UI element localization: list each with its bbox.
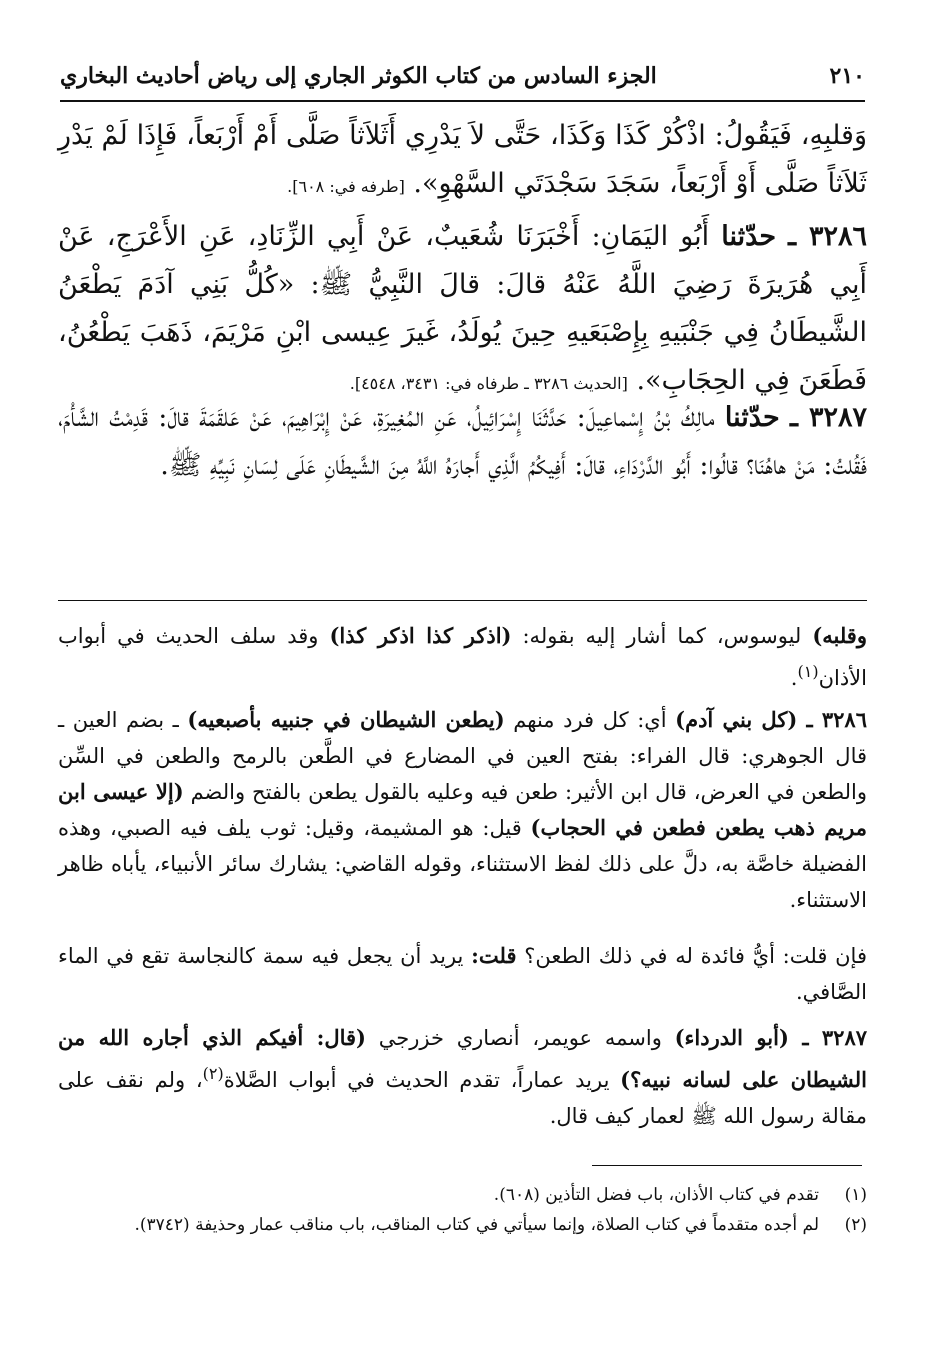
commentary-text: أي: كل فرد منهم [504,708,676,732]
hadith-intro: حدّثنا [721,221,777,252]
commentary-lemma: (أبو الدرداء) [674,1025,803,1050]
hadith-text: مالِكُ بْنُ إِسْماعِيلَ: حَدَّثَنَا إِسْرَائِيلُ، عَنِ المُغِيرَةِ، عَنْ إِبْرَاهِيمَ، عَنْ عَلقَمَةَ قالَ: قَدِمْتُ الشَّأْمَ، فَقُلتُ: مَنْ هاهُنَا؟ قالُوا: أَبُو الدَّرْدَاءِ، قالَ: أَفِيكُمُ الَّذِي أَجارَهُ اللَّهُ مِنَ الشَّيطَانِ عَلَى لِسَانِ نَبِيِّهِ ﷺ. [58,402,867,481]
commentary-3287 [58,1020,867,1134]
footnote [58,1180,867,1210]
commentary-text: فإن قلت: أيُّ فائدة له في ذلك الطعن؟ [516,944,867,968]
cross-reference: [الحديث ٣٢٨٦ ـ طرفاه في: ٣٤٣١، ٤٥٤٨]. [349,374,628,393]
header-rule [60,100,865,102]
commentary-text: ـ بضم العين ـ قال الجوهري: قال الفراء: بفتح العين في المضارع في الطَّعن بالرمح والطعن في السِّن والطعن في العرض، قال ابن الأثير: طعن فيه وعليه بالقول يطعن بالفتح والضم [58,708,867,804]
commentary-text: يريد عماراً، تقدم الحديث في أبواب الصَّلاة [223,1068,621,1092]
running-title: الجزء السادس من كتاب الكوثر الجاري إلى رياض أحاديث البخاري [60,63,657,89]
footnotes [58,1180,867,1240]
commentary-text: . [790,666,798,690]
commentary-text: واسمه عويمر، أنصاري خزرجي [365,1026,675,1050]
page-number: ٢١٠ [829,63,865,89]
commentary-lemma: (قال: أفيكم الذي أجاره الله من الشيطان على لسانه نبيه؟) [58,1025,867,1092]
commentary-number: ٣٢٨٦ ـ [806,707,867,732]
commentary-lemma: (كل بني آدم) [675,707,807,732]
hadith-3286 [58,213,867,408]
hadith-number: ٣٢٨٧ ـ [789,402,867,433]
page-header [60,58,865,94]
commentary-3286 [58,702,867,918]
footnote-marker: (٢) [202,1064,224,1083]
footnote-marker: (١) [797,662,819,681]
footnote-text: تقدم في كتاب الأذان، باب فضل التأذين (٦٠٨). [493,1185,819,1205]
footnote-number: (١) [844,1185,867,1205]
commentary-text: ، ولم نقف على مقالة رسول الله ﷺ لعمار كيف قال. [58,1068,867,1128]
footnote-separator [592,1165,862,1166]
commentary-number: ٣٢٨٧ ـ [802,1025,868,1050]
hadith-text: أَبُو اليَمَانِ: أَخْبَرَنَا شُعَيبٌ، عَنْ أَبِي الزِّنَادِ، عَنِ الأَعْرَجِ، عَنْ أَبِي هُرَيرَةَ رَضِيَ اللَّهُ عَنْهُ قالَ: قالَ النَّبِيُّ ﷺ: «كُلُّ بَنِي آدَمَ يَطْعَنُ الشَّيطَانُ فِي جَنْبَيهِ بِإِصْبَعَيهِ حِينَ يُولَدُ، غَيرَ عِيسى ابْنِ مَرْيَمَ، ذَهَبَ يَطْعُنُ، فَطَعَنَ فِي الحِجَابِ». [58,221,867,396]
hadith-text: وَقلبِهِ، فَيَقُولُ: اذْكُرْ كَذَا وَكَذَا، حَتَّى لاَ يَدْرِي أَثَلاَثاً صَلَّى أَمْ أَرْبَعاً، فَإِذَا لَمْ يَدْرِ ثَلاَثاً صَلَّى أَوْ أَرْبَعاً، سَجَدَ سَجْدَتَي السَّهْوِ». [58,120,867,199]
cross-reference: [طرفه في: ٦٠٨]. [287,177,405,196]
commentary-lemma: وقلبه) [812,623,867,648]
footnote [58,1210,867,1240]
commentary-question [58,938,867,1010]
hadith-continuation [58,112,867,211]
hadith-number: ٣٢٨٦ ـ [788,221,867,252]
commentary-text: وقد سلف الحديث في أبواب الأذان [58,624,867,690]
commentary-lemma: قلت: [471,943,517,968]
commentary-paragraph [58,618,867,696]
text-commentary-separator [58,600,867,601]
commentary-lemma: (إلا عيسى ابن مريم ذهب يطعن فطعن في الحجاب) [58,779,867,840]
hadith-intro: حدّثنا [724,402,780,433]
commentary-lemma: (اذكر كذا اذكر كذا) [329,623,512,648]
commentary-lemma: (يطعن الشيطان في جنبيه بأصبعيه) [187,707,505,732]
commentary-text: قيل: هو المشيمة، وقيل: ثوب يلف فيه الصبي، وهذه الفضيلة خاصَّة به، دلَّ على ذلك لفظ الاستثناء، وقوله القاضي: يشارك سائر الأنبياء، يأباه ظاهر الاستثناء. [58,816,867,912]
footnote-number: (٢) [844,1215,867,1235]
hadith-3287 [58,394,867,490]
commentary-text: يريد أن يجعل فيه سمة كالنجاسة تقع في الماء الصَّافي. [58,944,867,1004]
commentary-text: ليوسوس، كما أشار إليه بقوله: [511,624,813,648]
footnote-text: لم أجده متقدماً في كتاب الصلاة، وإنما سيأتي في كتاب المناقب، باب مناقب عمار وحذيفة (٣٧٤٢). [134,1215,819,1235]
